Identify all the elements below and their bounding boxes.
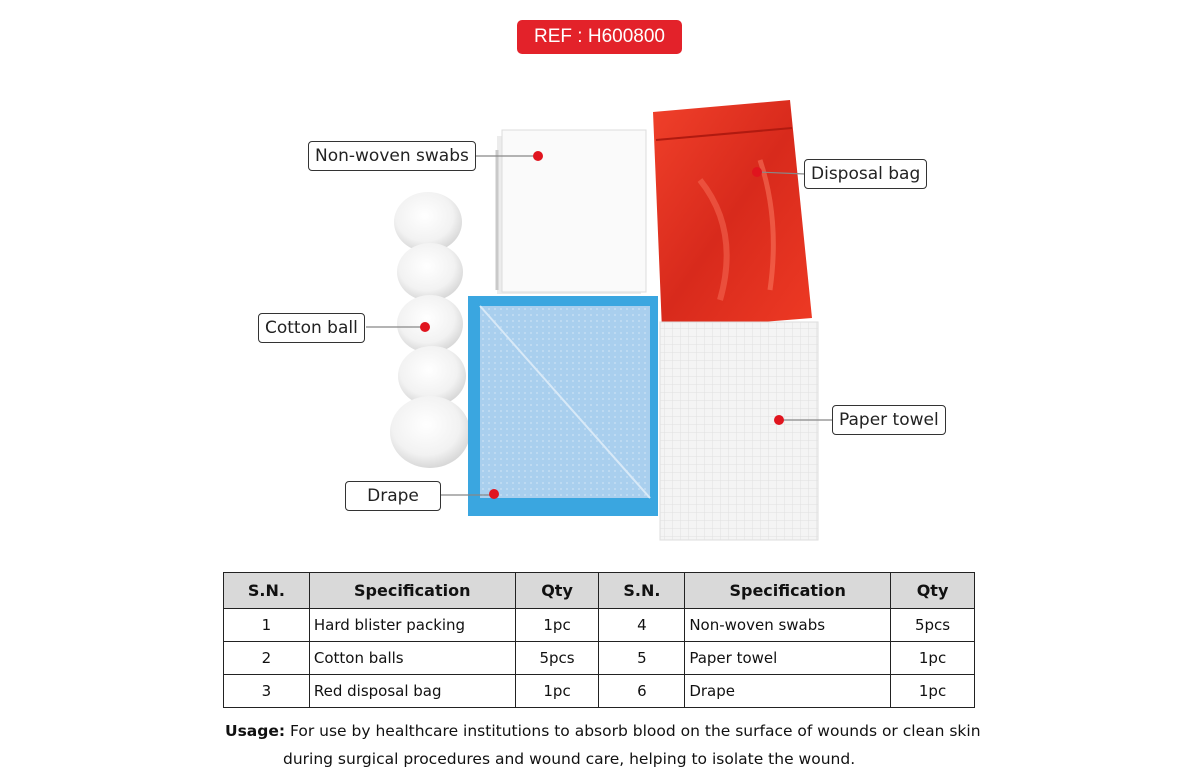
usage-line-2: during surgical procedures and wound care, helping to isolate the wound. xyxy=(283,750,856,768)
cell-qty: 1pc xyxy=(515,675,599,708)
cotton-balls-image xyxy=(390,192,470,468)
cell-sn: 1 xyxy=(224,609,310,642)
table-row xyxy=(224,642,975,675)
non-woven-swabs-image xyxy=(497,130,646,294)
label-disposal-bag: Disposal bag xyxy=(804,159,927,189)
usage-text xyxy=(225,717,985,773)
cell-specification: Paper towel xyxy=(685,642,891,675)
header-qty: Qty xyxy=(515,573,599,609)
cell-specification: Red disposal bag xyxy=(309,675,515,708)
cell-sn: 6 xyxy=(599,675,685,708)
label-cotton-ball: Cotton ball xyxy=(258,313,365,343)
cell-sn: 4 xyxy=(599,609,685,642)
cell-sn: 5 xyxy=(599,642,685,675)
ref-badge: REF : H600800 xyxy=(517,20,682,54)
label-non-woven-swabs: Non-woven swabs xyxy=(308,141,476,171)
cell-sn: 3 xyxy=(224,675,310,708)
cell-qty: 1pc xyxy=(891,642,975,675)
header-sn: S.N. xyxy=(224,573,310,609)
cell-specification: Cotton balls xyxy=(309,642,515,675)
drape-image xyxy=(468,296,658,516)
header-specification: Specification xyxy=(309,573,515,609)
paper-towel-image xyxy=(660,322,818,540)
label-drape: Drape xyxy=(345,481,441,511)
table-row xyxy=(224,609,975,642)
header-qty: Qty xyxy=(891,573,975,609)
cell-qty: 1pc xyxy=(515,609,599,642)
cell-qty: 5pcs xyxy=(891,609,975,642)
cell-specification: Drape xyxy=(685,675,891,708)
usage-line-1: For use by healthcare institutions to absorb blood on the surface of wounds or clean skin xyxy=(290,722,981,740)
table-header-row xyxy=(224,573,975,609)
usage-label: Usage: xyxy=(225,722,286,740)
label-paper-towel: Paper towel xyxy=(832,405,946,435)
header-specification: Specification xyxy=(685,573,891,609)
disposal-bag-image xyxy=(653,100,812,330)
specification-table xyxy=(223,572,975,708)
cell-specification: Non-woven swabs xyxy=(685,609,891,642)
cell-sn: 2 xyxy=(224,642,310,675)
cell-qty: 5pcs xyxy=(515,642,599,675)
header-sn: S.N. xyxy=(599,573,685,609)
cell-specification: Hard blister packing xyxy=(309,609,515,642)
table-row xyxy=(224,675,975,708)
cell-qty: 1pc xyxy=(891,675,975,708)
